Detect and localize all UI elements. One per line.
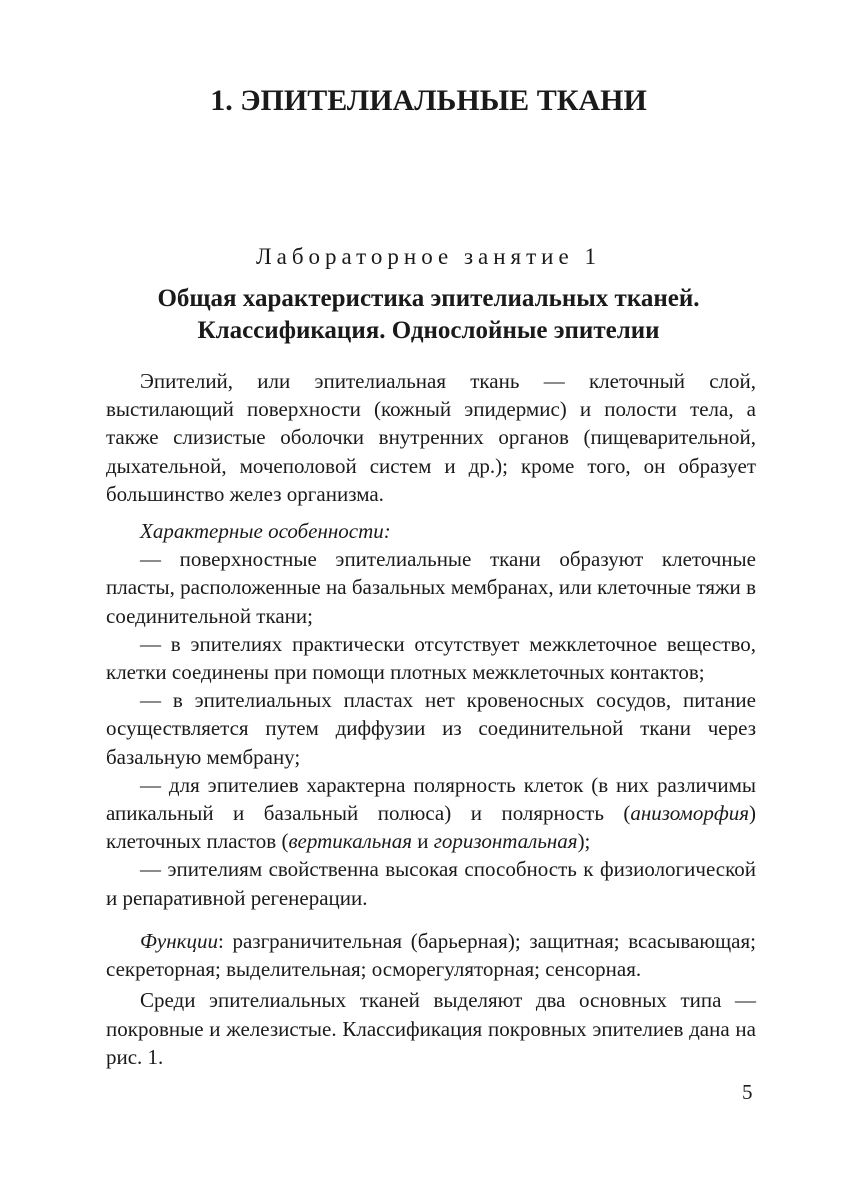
intro-section: [106, 367, 756, 508]
feature-item-4-part-4: );: [577, 829, 591, 854]
feature-item-4-part-1: — для эпителиев характерна полярность клеток (в них различимы апикальный и базальный полюса) и полярность (: [106, 772, 756, 826]
term-horizontal: горизонтальная: [433, 829, 578, 854]
functions-section: [106, 927, 756, 1071]
intro-paragraph: Эпителий, или эпителиальная ткань — клеточный слой, выстилающий поверхности (кожный эпидермис) и полости тела, а также слизистые оболочки внутренних органов (пищеварительной, дыхательной, мочеполовой систем и др.); кроме того, он образует большинство желез организма.: [106, 369, 756, 506]
chapter-title: 1. ЭПИТЕЛИАЛЬНЫЕ ТКАНИ: [210, 84, 647, 117]
page-number: 5: [742, 1080, 753, 1104]
feature-item-5: — эпителиям свойственна высокая способность к физиологической и репаративной регенерации.: [106, 857, 756, 910]
features-heading-text: Характерные особенности:: [140, 519, 391, 543]
feature-item-1: — поверхностные эпителиальные ткани образуют клеточные пласты, расположенные на базальных мембранах, или клеточные тяжи в соединительной ткани;: [106, 547, 756, 628]
functions-text: : разграничительная (барьерная); защитная; всасывающая; секреторная; выделительная; осморегуляторная; сенсорная.: [106, 929, 756, 982]
features-section: [106, 517, 756, 912]
feature-item-3: — в эпителиальных пластах нет кровеносных сосудов, питание осуществляется путем диффузии из соединительной ткани через базальную мембрану;: [106, 688, 756, 769]
lesson-label: Лабораторное занятие 1: [256, 244, 601, 269]
term-anisomorphy: анизоморфия: [630, 801, 749, 826]
feature-item-4: [106, 771, 756, 856]
functions-paragraph: [106, 927, 756, 983]
term-vertical: вертикальная: [288, 829, 412, 854]
features-heading: [106, 517, 756, 545]
feature-item-2: — в эпителиях практически отсутствует межклеточное вещество, клетки соединены при помощи плотных межклеточных контактов;: [106, 631, 756, 685]
lesson-title-line-2: Классификация. Однослойные эпителии: [197, 317, 660, 344]
functions-label: Функции: [140, 929, 218, 953]
types-paragraph: Среди эпителиальных тканей выделяют два основных типа — покровные и железистые. Классификация покровных эпителиев дана на рис. 1.: [106, 988, 756, 1069]
lesson-title-line-1: Общая характеристика эпителиальных тканей.: [157, 285, 700, 312]
feature-item-4-part-2: ) клеточных пластов (: [106, 801, 756, 854]
feature-item-4-part-3: и: [411, 829, 434, 854]
lesson-title: [0, 283, 857, 347]
